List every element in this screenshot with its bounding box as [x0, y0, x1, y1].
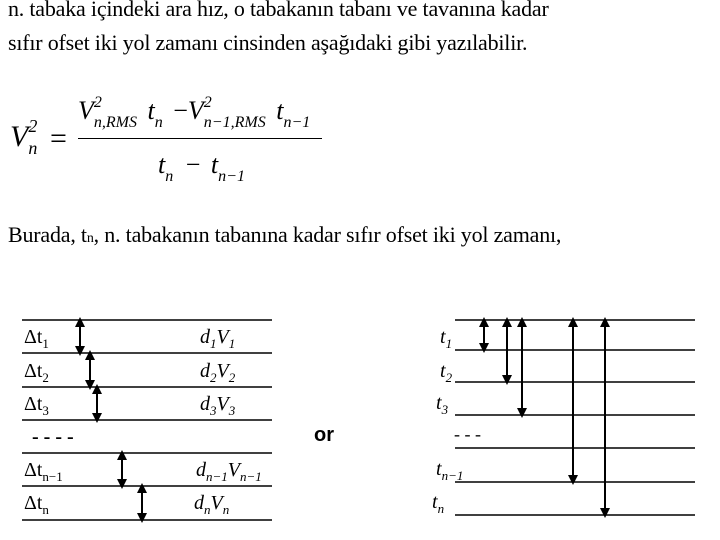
lhs-v: V — [10, 120, 29, 153]
formula-equals: = — [50, 122, 67, 155]
line3-part-b: , n. tabakanın tabanına kadar sıfır ofset iki yol zamanı, — [93, 222, 562, 247]
left-d-n-1: d — [196, 459, 206, 481]
right-t-n-1 — [436, 458, 463, 481]
left-dt-3-text: Δt — [24, 393, 43, 415]
left-v-3-sub: 3 — [228, 403, 236, 418]
left-dt-n — [24, 492, 49, 515]
left-v-n-1-sub: n−1 — [240, 469, 262, 484]
left-d-n-sub: n — [204, 502, 211, 517]
right-t-3-sub: 3 — [441, 402, 449, 417]
left-v-1-sub: 1 — [228, 336, 236, 351]
paragraph-line-2: sıfır ofset iki yol zamanı cinsinden aşağıdaki gibi yazılabilir. — [8, 30, 528, 55]
left-dt-3 — [24, 393, 49, 416]
left-dt-n-1-sub: n−1 — [42, 469, 63, 484]
left-dv-n — [194, 492, 229, 515]
left-dt-2 — [24, 360, 49, 383]
left-v-2: V — [216, 360, 229, 382]
right-t-n-sub: n — [437, 501, 445, 516]
num-t1: t — [147, 96, 155, 125]
left-dt-3-sub: 3 — [42, 403, 49, 418]
num-v1-sup: 2 — [93, 94, 102, 111]
num-v2: V — [187, 96, 204, 125]
right-t-n — [432, 491, 444, 514]
num-v2-sup: 2 — [203, 94, 212, 111]
num-v2-sub: n−1,RMS — [203, 114, 266, 131]
left-d-3-sub: 3 — [210, 403, 217, 418]
num-v1-sub: n,RMS — [93, 114, 137, 131]
left-d-n: d — [194, 492, 204, 514]
den-minus: − — [185, 150, 201, 179]
left-d-2: d — [200, 360, 210, 382]
left-v-n-sub: n — [222, 502, 230, 517]
left-dv-n-1 — [196, 459, 262, 482]
left-dt-n-1 — [24, 459, 63, 482]
left-d-3: d — [200, 393, 210, 415]
num-minus: − — [173, 96, 188, 125]
paragraph-line-1: n. tabaka içindeki ara hız, o tabakanın tabanı ve tavanına kadar — [8, 0, 549, 21]
lhs-sup: 2 — [28, 116, 38, 136]
right-t-2-text: t — [440, 360, 446, 382]
left-dv-1 — [200, 326, 235, 349]
lhs-sub: n — [28, 138, 38, 158]
line3-sub: n — [86, 231, 94, 246]
or-label: or — [314, 424, 334, 446]
num-t2-sub: n−1 — [283, 114, 311, 131]
right-t-3 — [436, 392, 448, 415]
line3-part-a: Burada, t — [8, 222, 87, 247]
left-v-n: V — [210, 492, 223, 514]
right-layer-lines — [455, 320, 695, 515]
left-d-2-sub: 2 — [210, 370, 217, 385]
left-d-1-sub: 1 — [210, 336, 217, 351]
left-v-2-sub: 2 — [228, 370, 236, 385]
right-t-2-sub: 2 — [445, 370, 453, 385]
right-t-1 — [440, 326, 452, 349]
num-t1-sub: n — [154, 114, 163, 131]
left-dv-3 — [200, 393, 235, 416]
left-d-1: d — [200, 326, 210, 348]
num-v1: V — [78, 96, 94, 125]
left-dt-1-sub: 1 — [42, 336, 49, 351]
left-dt-1 — [24, 326, 49, 349]
right-t-n-1-text: t — [436, 458, 442, 480]
right-t-3-text: t — [436, 392, 442, 414]
den-t1-sub: n — [165, 168, 174, 185]
left-d-n-1-sub: n−1 — [206, 469, 228, 484]
left-dashes: - - - - — [32, 426, 74, 448]
right-t-n-1-sub: n−1 — [441, 468, 464, 483]
left-dt-n-1-text: Δt — [24, 459, 43, 481]
left-dt-2-sub: 2 — [42, 370, 49, 385]
left-dv-2 — [200, 360, 235, 383]
den-t2-sub: n−1 — [218, 168, 245, 185]
right-t-1-sub: 1 — [445, 336, 453, 351]
right-t-2 — [440, 360, 452, 383]
den-t1: t — [158, 150, 166, 179]
left-dt-1-text: Δt — [24, 326, 43, 348]
right-t-1-text: t — [440, 326, 446, 348]
left-v-1: V — [216, 326, 229, 348]
left-v-3: V — [216, 393, 229, 415]
left-v-n-1: V — [227, 459, 240, 481]
num-t2: t — [276, 96, 284, 125]
right-dashes: - - - — [454, 424, 481, 444]
right-t-n-text: t — [432, 491, 438, 513]
left-dt-2-text: Δt — [24, 360, 43, 382]
den-t2: t — [210, 150, 219, 179]
left-dt-n-sub: n — [42, 502, 49, 517]
left-dt-n-text: Δt — [24, 492, 43, 514]
